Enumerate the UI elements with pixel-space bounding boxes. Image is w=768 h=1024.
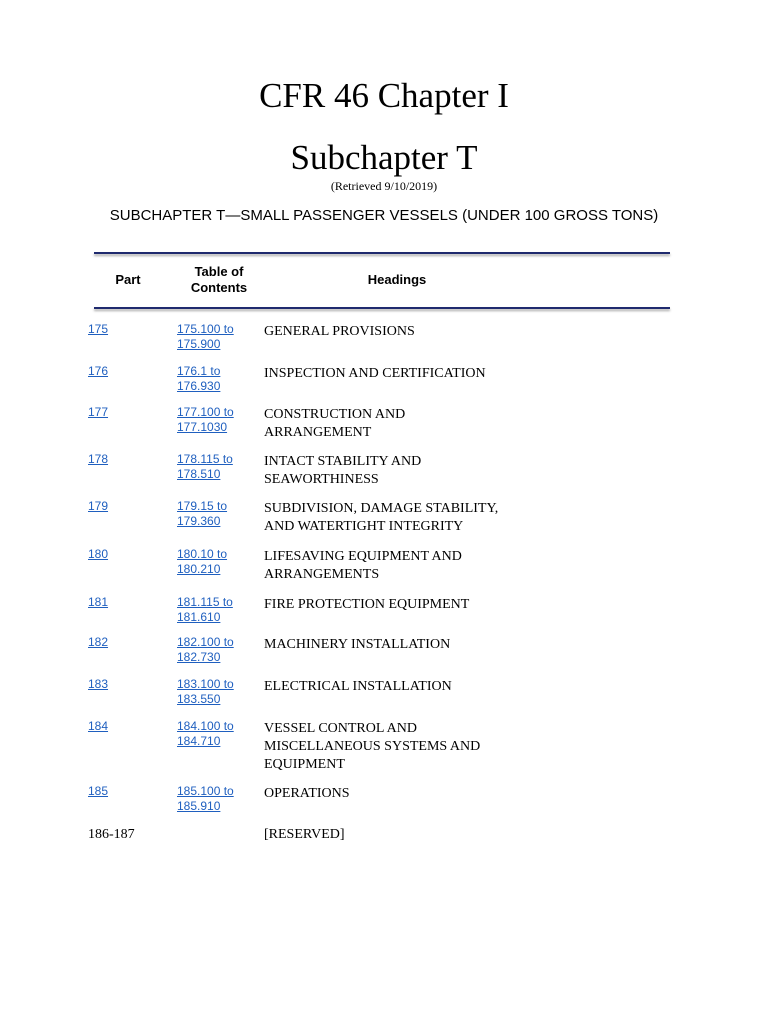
row-heading-line1: FIRE PROTECTION EQUIPMENT: [264, 597, 470, 612]
part-link[interactable]: 177: [88, 405, 109, 419]
toc-link[interactable]: [177, 595, 257, 625]
row-heading-line1: CONSTRUCTION AND: [264, 407, 406, 422]
row-heading-line1: LIFESAVING EQUIPMENT AND: [264, 549, 462, 564]
toc-link-line2: 178.510: [177, 467, 221, 481]
row-heading: [264, 826, 564, 844]
row-heading: [264, 678, 564, 696]
row-heading: [264, 720, 564, 774]
column-header-part: Part: [115, 272, 141, 287]
row-heading-line1: MACHINERY INSTALLATION: [264, 637, 451, 652]
row-heading-line2: MISCELLANEOUS SYSTEMS AND: [264, 739, 481, 754]
row-heading-line1: ELECTRICAL INSTALLATION: [264, 679, 452, 694]
row-heading-line1: OPERATIONS: [264, 786, 350, 801]
row-heading-line1: INSPECTION AND CERTIFICATION: [264, 366, 486, 381]
document-title: CFR 46 Chapter I: [259, 76, 509, 115]
toc-link-line1: 177.100 to: [177, 405, 234, 419]
column-header-toc-line2: Contents: [190, 280, 248, 295]
part-link[interactable]: 180: [88, 547, 109, 561]
row-heading: [264, 785, 564, 803]
row-heading-line2: ARRANGEMENT: [264, 425, 372, 440]
toc-link-line2: 185.910: [177, 799, 221, 813]
toc-link-line1: 182.100 to: [177, 635, 234, 649]
toc-link[interactable]: [177, 405, 257, 435]
toc-link[interactable]: [177, 547, 257, 577]
toc-link[interactable]: [177, 677, 257, 707]
part-link[interactable]: 183: [88, 677, 109, 691]
row-heading-line1: [RESERVED]: [264, 827, 345, 842]
row-heading-line3: EQUIPMENT: [264, 757, 345, 772]
row-heading-line2: ARRANGEMENTS: [264, 567, 380, 582]
toc-link-line2: 175.900: [177, 337, 221, 351]
column-header-toc-line1: Table of: [194, 264, 244, 279]
toc-link-line1: 175.100 to: [177, 322, 234, 336]
toc-link-line1: 181.115 to: [177, 595, 233, 609]
part-link[interactable]: 184: [88, 719, 109, 733]
toc-link-line1: 183.100 to: [177, 677, 234, 691]
toc-link-line2: 180.210: [177, 562, 221, 576]
row-heading: [264, 323, 564, 341]
row-heading-line1: GENERAL PROVISIONS: [264, 324, 415, 339]
row-heading-line2: SEAWORTHINESS: [264, 472, 379, 487]
toc-link[interactable]: [177, 322, 257, 352]
toc-link-line1: 185.100 to: [177, 784, 234, 798]
row-heading: [264, 596, 564, 614]
toc-link-line1: 180.10 to: [177, 547, 228, 561]
toc-link-line2: 179.360: [177, 514, 221, 528]
part-link[interactable]: 175: [88, 322, 109, 336]
row-heading-line1: VESSEL CONTROL AND: [264, 721, 417, 736]
toc-link[interactable]: [177, 452, 257, 482]
toc-link-line2: 183.550: [177, 692, 221, 706]
toc-link-line2: 182.730: [177, 650, 221, 664]
toc-link-line1: 184.100 to: [177, 719, 234, 733]
toc-link[interactable]: [177, 635, 257, 665]
part-link[interactable]: 178: [88, 452, 109, 466]
row-heading: [264, 406, 564, 442]
row-heading-line1: SUBDIVISION, DAMAGE STABILITY,: [264, 501, 499, 516]
toc-link-line2: 177.1030: [177, 420, 228, 434]
row-heading: [264, 453, 564, 489]
row-heading-line1: INTACT STABILITY AND: [264, 454, 422, 469]
toc-link-line2: 176.930: [177, 379, 221, 393]
row-heading: [264, 636, 564, 654]
part-link[interactable]: 176: [88, 364, 109, 378]
toc-link[interactable]: [177, 719, 257, 749]
part-number: 186-187: [88, 827, 135, 842]
table-top-rule: [94, 252, 670, 254]
column-header-toc: [175, 264, 263, 296]
part-link[interactable]: 179: [88, 499, 109, 513]
part-link[interactable]: 185: [88, 784, 109, 798]
table-header-bottom-rule: [94, 307, 670, 309]
part-link[interactable]: 182: [88, 635, 109, 649]
document-subtitle-heading: Subchapter T: [290, 138, 478, 177]
subchapter-description: SUBCHAPTER T—SMALL PASSENGER VESSELS (UNDER 100 GROSS TONS): [109, 207, 659, 224]
row-heading: [264, 548, 564, 584]
toc-link[interactable]: [177, 499, 257, 529]
toc-link-line1: 178.115 to: [177, 452, 233, 466]
toc-link-line2: 181.610: [177, 610, 221, 624]
toc-link-line2: 184.710: [177, 734, 221, 748]
toc-link-line1: 179.15 to: [177, 499, 228, 513]
part-link[interactable]: 181: [88, 595, 109, 609]
toc-link[interactable]: [177, 784, 257, 814]
row-heading: [264, 365, 564, 383]
row-heading: [264, 500, 564, 536]
toc-link[interactable]: [177, 364, 257, 394]
toc-link-line1: 176.1 to: [177, 364, 221, 378]
row-heading-line2: AND WATERTIGHT INTEGRITY: [264, 519, 464, 534]
retrieved-date: (Retrieved 9/10/2019): [330, 179, 438, 193]
column-header-headings: Headings: [367, 272, 427, 287]
